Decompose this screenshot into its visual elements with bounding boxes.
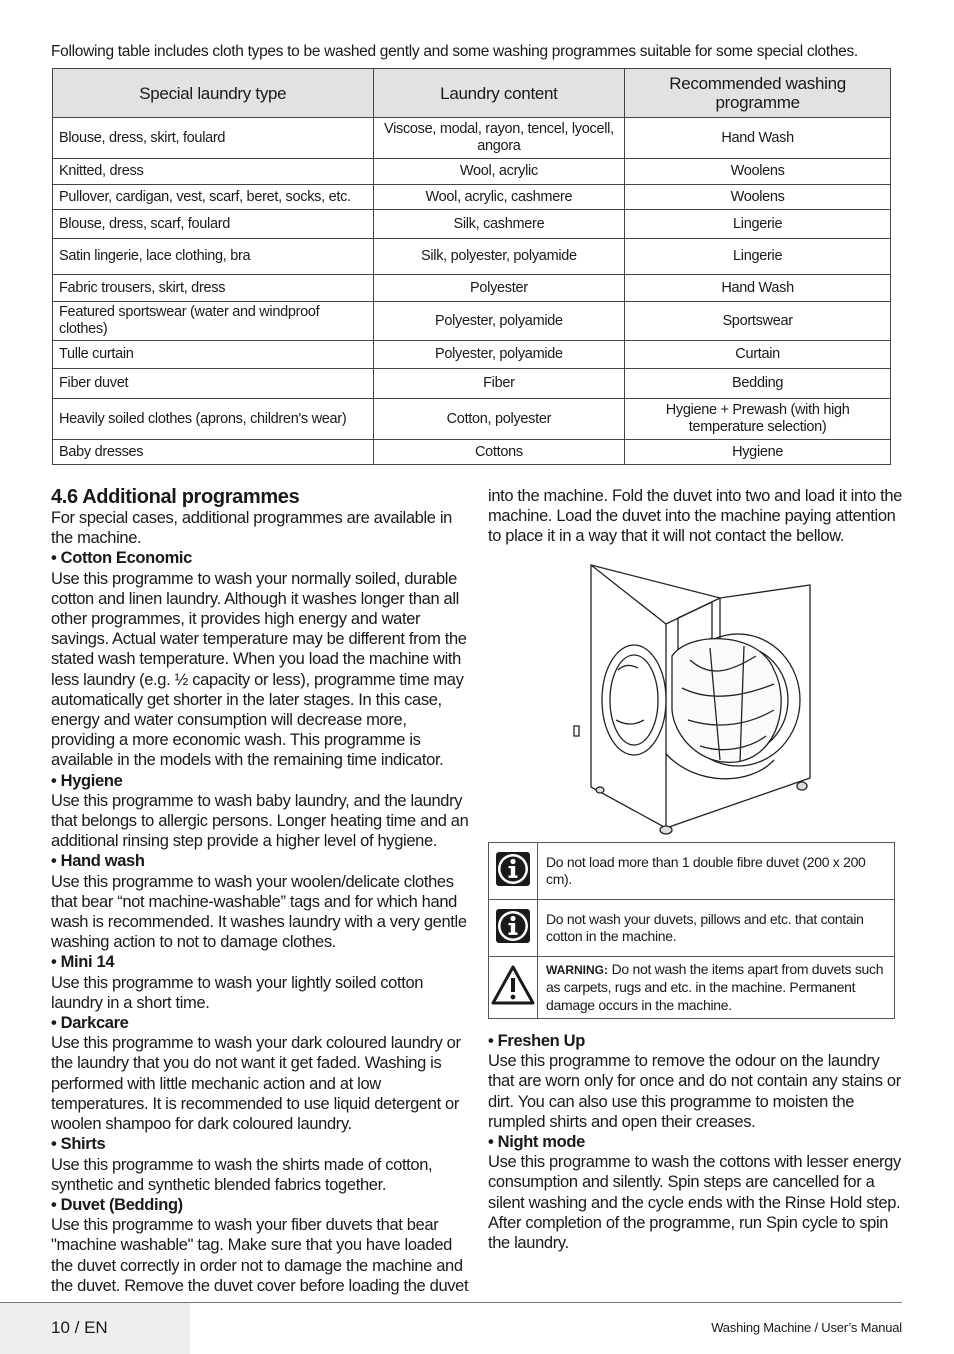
table-cell: Cotton, polyester: [373, 399, 625, 440]
table-header-row: [53, 69, 891, 118]
table-cell: Featured sportswear (water and windproof clothes): [53, 302, 374, 341]
table-row: [53, 440, 891, 465]
notice-table: [488, 842, 895, 1019]
programme-description: Use this programme to remove the odour on the laundry that are worn only for once and do not contain any stains or dirt. You can also use this programme to moisten the rumpled shirts and open their creases.: [488, 1052, 901, 1131]
table-cell: Silk, cashmere: [373, 210, 625, 239]
notice-text: Do not load more than 1 double fibre duvet (200 x 200 cm).: [538, 843, 895, 900]
table-row: [53, 302, 891, 341]
table-cell: Lingerie: [625, 210, 891, 239]
table-cell: Woolens: [625, 185, 891, 210]
table-header-cell: Special laundry type: [53, 69, 374, 118]
table-cell: Lingerie: [625, 239, 891, 275]
programme-description: Use this programme to wash your dark coloured laundry or the laundry that you do not want it get faded. Washing is performed with little mechanic action and at low temperatures. It is recommended to use liquid detergent or woolen shampoo for dark coloured laundry.: [51, 1034, 461, 1134]
programme-title: • Duvet (Bedding): [51, 1195, 183, 1214]
programme-title: • Cotton Economic: [51, 549, 192, 568]
table-row: [53, 341, 891, 369]
lead-paragraph: For special cases, additional programmes are available in the machine.: [51, 509, 453, 548]
table-cell: Fiber duvet: [53, 369, 374, 399]
info-icon: [489, 900, 538, 957]
warning-icon: [489, 957, 538, 1019]
table-cell: Bedding: [625, 369, 891, 399]
table-cell: Polyester: [373, 275, 625, 302]
table-cell: Satin lingerie, lace clothing, bra: [53, 239, 374, 275]
table-cell: Wool, acrylic, cashmere: [373, 185, 625, 210]
programme-description: Use this programme to wash your normally soiled, durable cotton and linen laundry. Although it washes longer than all other programmes, it provides high energy and water savings. Actual water temperature may be different from the stated wash temperature. When you load the machine with less laundry (e.g. ½ capacity or less), programme time may automatically get shorter in the later stages. In this case, energy and water consumption will decrease more, providing a more economic wash. This programme is available in the models with the remaining time indicator.: [51, 569, 467, 770]
table-cell: Heavily soiled clothes (aprons, children's wear): [53, 399, 374, 440]
table-cell: Hygiene + Prewash (with high temperature selection): [625, 399, 891, 440]
table-cell: Polyester, polyamide: [373, 341, 625, 369]
warning-text: Do not wash the items apart from duvets such as carpets, rugs and etc. in the machine. Permanent damage occurs in the machine.: [546, 960, 884, 1013]
page-number: 10 / EN: [51, 1318, 108, 1337]
intro-text: Following table includes cloth types to be washed gently and some washing programmes suitable for some special clothes.: [51, 43, 858, 60]
table-row: [53, 275, 891, 302]
table-cell: Sportswear: [625, 302, 891, 341]
table-cell: Cottons: [373, 440, 625, 465]
table-row: [53, 239, 891, 275]
table-cell: Blouse, dress, skirt, foulard: [53, 118, 374, 159]
table-row: [53, 399, 891, 440]
table-row: [53, 118, 891, 159]
programme-description: Use this programme to wash your fiber duvets that bear "machine washable" tag. Make sure that you have loaded the duvet correctly in order not to damage the machine and the duvet. Remove the duvet cover before loading the duvet: [51, 1216, 469, 1295]
programme-title: • Night mode: [488, 1133, 585, 1152]
table-cell: Silk, polyester, polyamide: [373, 239, 625, 275]
table-cell: Knitted, dress: [53, 159, 374, 185]
programme-description: Use this programme to wash your woolen/delicate clothes that bear “not machine-washable” tags and for which hand wash is recommended. It washes laundry with a very gentle washing action to not to damage clothes.: [51, 872, 467, 952]
table-header-cell: Laundry content: [373, 69, 625, 118]
programme-title: • Hygiene: [51, 771, 123, 790]
table-cell: Polyester, polyamide: [373, 302, 625, 341]
programme-title: • Hand wash: [51, 852, 145, 871]
table-cell: Tulle curtain: [53, 341, 374, 369]
warning-label: WARNING:: [546, 962, 608, 977]
washing-machine-illustration: [560, 560, 830, 836]
laundry-table: [52, 68, 891, 465]
notice-text: Do not wash your duvets, pillows and etc. that contain cotton in the machine.: [538, 900, 895, 957]
programme-title: • Mini 14: [51, 953, 115, 972]
notice-text: [538, 957, 895, 1019]
programme-title: • Shirts: [51, 1135, 106, 1154]
right-column-top: [488, 486, 902, 547]
table-cell: Wool, acrylic: [373, 159, 625, 185]
table-cell: Woolens: [625, 159, 891, 185]
table-row: [53, 369, 891, 399]
table-row: [53, 159, 891, 185]
table-cell: Hand Wash: [625, 275, 891, 302]
table-cell: Blouse, dress, scarf, foulard: [53, 210, 374, 239]
notice-row: [489, 900, 895, 957]
table-cell: Fabric trousers, skirt, dress: [53, 275, 374, 302]
table-cell: Baby dresses: [53, 440, 374, 465]
info-icon: [489, 843, 538, 900]
programme-description: Use this programme to wash your lightly soiled cotton laundry in a short time.: [51, 973, 424, 1012]
manual-title: Washing Machine / User’s Manual: [711, 1320, 902, 1335]
table-cell: Curtain: [625, 341, 891, 369]
right-column-bottom: [488, 1031, 904, 1253]
table-row: [53, 210, 891, 239]
table-cell: Fiber: [373, 369, 625, 399]
table-cell: Hand Wash: [625, 118, 891, 159]
table-row: [53, 185, 891, 210]
table-cell: Hygiene: [625, 440, 891, 465]
programme-description: Use this programme to wash baby laundry, and the laundry that belongs to allergic persons. Longer heating time and an additional rinsing step provide a higher level of hygiene.: [51, 791, 469, 851]
table-cell: Pullover, cardigan, vest, scarf, beret, socks, etc.: [53, 185, 374, 210]
notice-row: [489, 843, 895, 900]
programme-description: Use this programme to wash the cottons with lesser energy consumption and silently. Spin steps are cancelled for a silent washing and the cycle ends with the Rinse Hold step. After completion of the programme, run Spin cycle to spin the laundry.: [488, 1153, 901, 1253]
continuation-paragraph: into the machine. Fold the duvet into two and load it into the machine. Load the duvet into the machine paying attention to place it in a way that it will not contact the bellow.: [488, 487, 902, 546]
table-header-cell: Recommended washing programme: [625, 69, 891, 118]
section-heading: 4.6 Additional programmes: [51, 486, 300, 508]
left-column: [51, 486, 469, 1296]
table-cell: Viscose, modal, rayon, tencel, lyocell, angora: [373, 118, 625, 159]
programme-title: • Darkcare: [51, 1014, 129, 1033]
programme-title: • Freshen Up: [488, 1032, 585, 1050]
notice-row: [489, 957, 895, 1019]
programme-description: Use this programme to wash the shirts made of cotton, synthetic and synthetic blended fabrics together.: [51, 1155, 433, 1194]
